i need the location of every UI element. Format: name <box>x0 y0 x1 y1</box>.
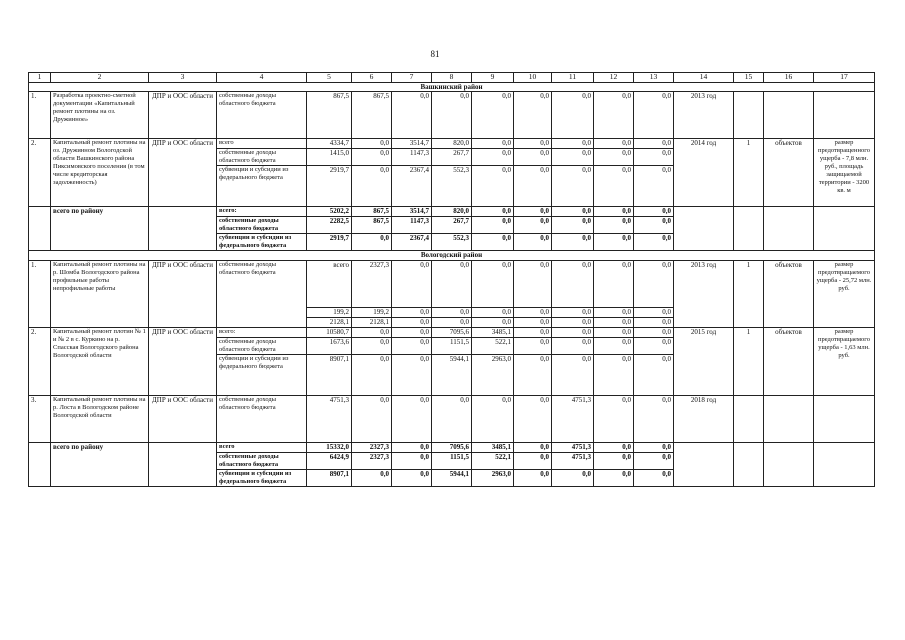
value-cell: 0,0 <box>514 395 552 442</box>
value-cell: 0,0 <box>552 92 594 139</box>
value-cell: 3514,7 <box>392 139 432 149</box>
value-cell: 7095,6 <box>432 327 472 337</box>
value-cell: 0,0 <box>392 327 432 337</box>
total-value-cell: 0,0 <box>514 217 552 234</box>
total-value-cell: 0,0 <box>594 217 634 234</box>
value-cell: 0,0 <box>552 166 594 207</box>
value-cell: 0,0 <box>634 166 674 207</box>
value-cell: 0,0 <box>634 260 674 307</box>
total-value-cell: 0,0 <box>594 469 634 486</box>
funding-source: субвенции и субсидии из федерального бюджета <box>217 234 307 251</box>
value-cell: 0,0 <box>432 317 472 327</box>
table-row <box>29 260 875 307</box>
value-cell: 5944,1 <box>432 354 472 395</box>
table-row <box>29 207 875 217</box>
executor: ДПР и ООС области <box>149 395 217 442</box>
total-year <box>674 442 734 486</box>
value-cell: 0,0 <box>594 354 634 395</box>
value-cell: 0,0 <box>392 337 432 354</box>
total-qty <box>734 207 764 251</box>
total-value-cell: 0,0 <box>594 452 634 469</box>
value-cell: 0,0 <box>472 139 514 149</box>
total-value-cell: 0,0 <box>352 234 392 251</box>
effect <box>814 92 875 139</box>
funding-source: субвенции и субсидии из федерального бюджета <box>217 166 307 207</box>
column-header: 12 <box>594 73 634 83</box>
value-cell: 0,0 <box>594 92 634 139</box>
funding-source: всего: <box>217 327 307 337</box>
total-label: всего по району <box>51 207 149 251</box>
column-header: 3 <box>149 73 217 83</box>
value-cell: 0,0 <box>594 166 634 207</box>
funding-source: собственные доходы областного бюджета <box>217 395 307 442</box>
funding-source: собственные доходы областного бюджета <box>217 92 307 139</box>
funding-source: субвенции и субсидии из федерального бюджета <box>217 354 307 395</box>
value-cell: 0,0 <box>514 139 552 149</box>
total-value-cell: 2367,4 <box>392 234 432 251</box>
table-row <box>29 251 875 261</box>
unit: объектов <box>764 139 814 207</box>
unit: объектов <box>764 260 814 327</box>
item-number: 2. <box>29 327 51 395</box>
value-cell: 0,0 <box>514 260 552 307</box>
value-cell: 0,0 <box>594 327 634 337</box>
column-header: 7 <box>392 73 432 83</box>
total-value-cell: 3514,7 <box>392 207 432 217</box>
column-header: 14 <box>674 73 734 83</box>
section-title: Вашкинский район <box>29 82 875 92</box>
table-row <box>29 92 875 139</box>
total-value-cell: 2282,5 <box>307 217 352 234</box>
executor: ДПР и ООС области <box>149 139 217 207</box>
executor: ДПР и ООС области <box>149 260 217 327</box>
total-unit <box>764 207 814 251</box>
value-cell: 0,0 <box>634 139 674 149</box>
value-cell: 0,0 <box>634 307 674 317</box>
value-cell: 0,0 <box>514 92 552 139</box>
year: 2015 год <box>674 327 734 395</box>
item-name: Капитальный ремонт плотины на р. Шомба Вологодского района профильные работы непрофильные работы <box>51 260 149 327</box>
value-cell: 199,2 <box>352 307 392 317</box>
funding-source: собственные доходы областного бюджета <box>217 337 307 354</box>
funding-source: собственные доходы областного бюджета <box>217 149 307 166</box>
total-unit <box>764 442 814 486</box>
column-header: 16 <box>764 73 814 83</box>
funding-source: субвенции и субсидии из федерального бюджета <box>217 469 307 486</box>
value-cell: 2327,3 <box>352 260 392 307</box>
value-cell: 0,0 <box>634 149 674 166</box>
value-cell: 199,2 <box>307 307 352 317</box>
total-value-cell: 0,0 <box>472 207 514 217</box>
column-header: 4 <box>217 73 307 83</box>
executor: ДПР и ООС области <box>149 327 217 395</box>
total-value-cell: 4751,3 <box>552 452 594 469</box>
total-value-cell: 1147,3 <box>392 217 432 234</box>
column-header: 9 <box>472 73 514 83</box>
value-cell: 0,0 <box>472 395 514 442</box>
value-cell: 0,0 <box>392 307 432 317</box>
total-value-cell: 0,0 <box>392 452 432 469</box>
value-cell: 1673,6 <box>307 337 352 354</box>
section-title: Вологодский район <box>29 251 875 261</box>
total-value-cell: 0,0 <box>552 207 594 217</box>
value-cell: 267,7 <box>432 149 472 166</box>
funding-source: всего: <box>217 207 307 217</box>
total-value-cell: 0,0 <box>352 469 392 486</box>
value-cell: 0,0 <box>552 327 594 337</box>
funding-source: всего <box>217 442 307 452</box>
column-header: 10 <box>514 73 552 83</box>
funding-source: собственные доходы областного бюджета <box>217 260 307 327</box>
value-cell: 0,0 <box>472 149 514 166</box>
value-cell: 0,0 <box>634 354 674 395</box>
value-cell: 0,0 <box>634 337 674 354</box>
total-number <box>29 442 51 486</box>
total-value-cell: 0,0 <box>634 452 674 469</box>
table-row <box>29 82 875 92</box>
total-value-cell: 8907,1 <box>307 469 352 486</box>
item-name: Разработка проектно-сметной документации «Капитальный ремонт плотины на оз. Дружинное» <box>51 92 149 139</box>
value-cell: 0,0 <box>352 395 392 442</box>
total-value-cell: 2919,7 <box>307 234 352 251</box>
value-cell: 0,0 <box>432 307 472 317</box>
quantity <box>734 395 764 442</box>
total-value-cell: 3485,1 <box>472 442 514 452</box>
total-value-cell: 2963,0 <box>472 469 514 486</box>
year: 2018 год <box>674 395 734 442</box>
value-cell: 0,0 <box>634 395 674 442</box>
column-header: 2 <box>51 73 149 83</box>
value-cell: 1147,3 <box>392 149 432 166</box>
total-effect <box>814 442 875 486</box>
value-cell: 0,0 <box>352 327 392 337</box>
value-cell: 2919,7 <box>307 166 352 207</box>
total-value-cell: 0,0 <box>634 207 674 217</box>
total-value-cell: 0,0 <box>594 442 634 452</box>
total-value-cell: 5944,1 <box>432 469 472 486</box>
total-executor <box>149 442 217 486</box>
table-row <box>29 327 875 337</box>
year: 2013 год <box>674 92 734 139</box>
value-cell: 2128,1 <box>307 317 352 327</box>
total-value-cell: 0,0 <box>514 469 552 486</box>
table-row <box>29 139 875 149</box>
total-value-cell: 1151,5 <box>432 452 472 469</box>
value-cell: 4751,3 <box>307 395 352 442</box>
total-value-cell: 0,0 <box>392 442 432 452</box>
total-value-cell: 867,5 <box>352 217 392 234</box>
value-cell: 0,0 <box>514 337 552 354</box>
quantity: 1 <box>734 260 764 327</box>
total-value-cell: 522,1 <box>472 452 514 469</box>
item-name: Капитальный ремонт плотины на оз. Дружинном Вологодской области Вашкинского района Пиксимовского поселения (в том числе кредиторская задолженность) <box>51 139 149 207</box>
page-number: 81 <box>430 49 440 59</box>
value-cell: 0,0 <box>432 395 472 442</box>
value-cell: 0,0 <box>552 149 594 166</box>
total-value-cell: 0,0 <box>472 234 514 251</box>
total-value-cell: 2327,3 <box>352 442 392 452</box>
item-number: 3. <box>29 395 51 442</box>
value-cell: 820,0 <box>432 139 472 149</box>
funding-source: собственные доходы областного бюджета <box>217 217 307 234</box>
total-value-cell: 867,5 <box>352 207 392 217</box>
total-value-cell: 0,0 <box>634 442 674 452</box>
column-header: 15 <box>734 73 764 83</box>
value-cell: 0,0 <box>392 317 432 327</box>
value-cell: 0,0 <box>552 139 594 149</box>
funding-source: собственные доходы областного бюджета <box>217 452 307 469</box>
total-value-cell: 0,0 <box>594 207 634 217</box>
value-cell: 0,0 <box>514 166 552 207</box>
total-value-cell: 0,0 <box>634 217 674 234</box>
total-value-cell: 0,0 <box>634 469 674 486</box>
value-cell: 0,0 <box>594 337 634 354</box>
total-label: всего по району <box>51 442 149 486</box>
value-cell: 0,0 <box>594 260 634 307</box>
value-cell: 867,5 <box>307 92 352 139</box>
value-cell: 522,1 <box>472 337 514 354</box>
table-row <box>29 395 875 442</box>
value-cell: 0,0 <box>594 317 634 327</box>
value-cell: 0,0 <box>472 166 514 207</box>
total-value-cell: 0,0 <box>552 234 594 251</box>
total-value-cell: 0,0 <box>552 217 594 234</box>
value-cell: 0,0 <box>352 139 392 149</box>
total-value-cell: 0,0 <box>392 469 432 486</box>
column-header: 17 <box>814 73 875 83</box>
value-cell: 1151,5 <box>432 337 472 354</box>
value-cell: 0,0 <box>552 307 594 317</box>
total-value-cell: 15332,0 <box>307 442 352 452</box>
total-value-cell: 0,0 <box>634 234 674 251</box>
column-header: 5 <box>307 73 352 83</box>
column-header: 11 <box>552 73 594 83</box>
item-number: 1. <box>29 260 51 327</box>
value-cell: 0,0 <box>432 260 472 307</box>
total-year <box>674 207 734 251</box>
value-cell: 2128,1 <box>352 317 392 327</box>
value-cell: 0,0 <box>472 307 514 317</box>
total-value-cell: 2327,3 <box>352 452 392 469</box>
effect: размер предотвращаемого ущерба - 25,72 млн. руб. <box>814 260 875 327</box>
value-cell: 0,0 <box>514 307 552 317</box>
value-cell: 0,0 <box>392 92 432 139</box>
budget-table <box>28 72 875 487</box>
column-header: 8 <box>432 73 472 83</box>
item-number: 1. <box>29 92 51 139</box>
total-value-cell: 0,0 <box>514 207 552 217</box>
value-cell: 0,0 <box>392 395 432 442</box>
value-cell: 2367,4 <box>392 166 432 207</box>
total-effect <box>814 207 875 251</box>
effect <box>814 395 875 442</box>
total-value-cell: 7095,6 <box>432 442 472 452</box>
value-cell: 0,0 <box>514 354 552 395</box>
effect: размер предотвращаемого ущерба - 1,63 млн. руб. <box>814 327 875 395</box>
year: 2014 год <box>674 139 734 207</box>
total-value-cell: 4751,3 <box>552 442 594 452</box>
total-value-cell: 552,3 <box>432 234 472 251</box>
column-header: 1 <box>29 73 51 83</box>
value-cell: 0,0 <box>594 307 634 317</box>
item-name: Капитальный ремонт плотины на р. Лоста в Вологодском районе Вологодской области <box>51 395 149 442</box>
unit <box>764 92 814 139</box>
value-cell: 1415,0 <box>307 149 352 166</box>
funding-source: всего <box>217 139 307 149</box>
value-cell: 0,0 <box>472 317 514 327</box>
value-cell: 0,0 <box>552 317 594 327</box>
total-value-cell: 0,0 <box>552 469 594 486</box>
total-qty <box>734 442 764 486</box>
item-name: Капитальный ремонт плотин № 1 и № 2 в с. Куркино на р. Спасская Вологодского района Вологодской области <box>51 327 149 395</box>
table-row <box>29 73 875 83</box>
total-value-cell: 0,0 <box>472 217 514 234</box>
total-value-cell: 0,0 <box>514 452 552 469</box>
unit: объектов <box>764 327 814 395</box>
value-cell: 867,5 <box>352 92 392 139</box>
value-cell: 0,0 <box>634 317 674 327</box>
value-cell: 4751,3 <box>552 395 594 442</box>
value-cell: 0,0 <box>552 337 594 354</box>
value-cell: 0,0 <box>594 149 634 166</box>
quantity <box>734 92 764 139</box>
table-row <box>29 442 875 452</box>
total-value-cell: 6424,9 <box>307 452 352 469</box>
value-cell: 4334,7 <box>307 139 352 149</box>
executor: ДПР и ООС области <box>149 92 217 139</box>
value-cell: 8907,1 <box>307 354 352 395</box>
value-cell: 0,0 <box>552 354 594 395</box>
effect: размер предотвращенного ущерба - 7,8 млн. руб., площадь защищаемой территории - 3200 кв. м <box>814 139 875 207</box>
value-cell: 0,0 <box>634 92 674 139</box>
total-value-cell: 820,0 <box>432 207 472 217</box>
item-number: 2. <box>29 139 51 207</box>
column-header: 6 <box>352 73 392 83</box>
quantity: 1 <box>734 139 764 207</box>
value-cell: всего <box>307 260 352 307</box>
total-executor <box>149 207 217 251</box>
value-cell: 0,0 <box>352 149 392 166</box>
total-value-cell: 0,0 <box>594 234 634 251</box>
total-value-cell: 0,0 <box>514 234 552 251</box>
value-cell: 3485,1 <box>472 327 514 337</box>
value-cell: 552,3 <box>432 166 472 207</box>
value-cell: 0,0 <box>352 166 392 207</box>
value-cell: 0,0 <box>634 327 674 337</box>
total-value-cell: 267,7 <box>432 217 472 234</box>
value-cell: 0,0 <box>352 337 392 354</box>
total-number <box>29 207 51 251</box>
quantity: 1 <box>734 327 764 395</box>
value-cell: 0,0 <box>472 92 514 139</box>
column-header: 13 <box>634 73 674 83</box>
value-cell: 0,0 <box>514 149 552 166</box>
value-cell: 10580,7 <box>307 327 352 337</box>
value-cell: 0,0 <box>392 354 432 395</box>
total-value-cell: 5202,2 <box>307 207 352 217</box>
year: 2013 год <box>674 260 734 327</box>
total-value-cell: 0,0 <box>514 442 552 452</box>
value-cell: 0,0 <box>392 260 432 307</box>
unit <box>764 395 814 442</box>
value-cell: 0,0 <box>594 395 634 442</box>
value-cell: 0,0 <box>432 92 472 139</box>
value-cell: 0,0 <box>472 260 514 307</box>
value-cell: 0,0 <box>594 139 634 149</box>
value-cell: 2963,0 <box>472 354 514 395</box>
value-cell: 0,0 <box>552 260 594 307</box>
value-cell: 0,0 <box>514 317 552 327</box>
value-cell: 0,0 <box>514 327 552 337</box>
value-cell: 0,0 <box>352 354 392 395</box>
